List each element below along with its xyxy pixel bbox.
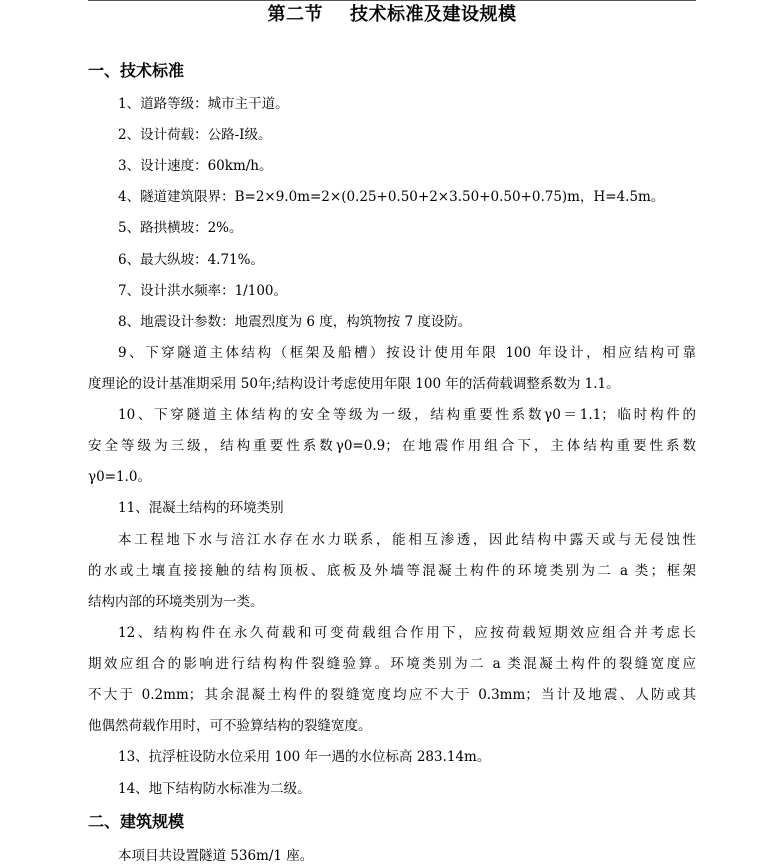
- standard-item-12-line-4: 他偶然荷载作用时，可不验算结构的裂缝宽度。: [88, 718, 372, 734]
- standard-item-12-line-1: 12、结构构件在永久荷载和可变荷载组合作用下，应按荷载短期效应组合并考虑长: [118, 625, 696, 641]
- standard-item-3: 3、设计速度：60km/h。: [118, 158, 273, 174]
- standard-item-5: 5、路拱横坡：2%。: [118, 220, 243, 236]
- standard-item-10-line-2: 安全等级为三级，结构重要性系数γ0=0.9；在地震作用组合下，主体结构重要性系数: [88, 438, 696, 454]
- standard-item-1: 1、道路等级：城市主干道。: [118, 96, 289, 112]
- standard-item-4: 4、隧道建筑限界：B=2×9.0m=2×(0.25+0.50+2×3.50+0.50+0.75)m，H=4.5m。: [118, 189, 665, 205]
- item-11-paragraph-line-2: 的水或土壤直接接触的结构顶板、底板及外墙等混凝土构件的环境类别为二 a 类；框架: [88, 563, 696, 579]
- item-11-paragraph-line-3: 结构内部的环境类别为一类。: [88, 594, 264, 610]
- standard-item-11: 11、混凝土结构的环境类别: [118, 500, 284, 516]
- standard-item-10-line-1: 10、下穿隧道主体结构的安全等级为一级，结构重要性系数γ0＝1.1；临时构件的: [118, 407, 696, 423]
- standard-item-8: 8、地震设计参数：地震烈度为 6 度，构筑物按 7 度设防。: [118, 314, 472, 330]
- heading-construction-scale: 二、建筑规模: [88, 812, 185, 831]
- section-title: 第二节 技术标准及建设规模: [267, 4, 517, 25]
- standard-item-7: 7、设计洪水频率：1/100。: [118, 283, 287, 299]
- standard-item-14: 14、地下结构防水标准为二级。: [118, 781, 311, 797]
- item-11-paragraph-line-1: 本工程地下水与涪江水存在水力联系，能相互渗透，因此结构中露天或与无侵蚀性: [118, 532, 696, 548]
- standard-item-9-line-2: 度理论的设计基准期采用 50年;结构设计考虑使用年限 100 年的活荷载调整系数为 1.1。: [88, 376, 620, 392]
- standard-item-12-line-3: 不大于 0.2mm；其余混凝土构件的裂缝宽度均应不大于 0.3mm；当计及地震、人防或其: [88, 687, 696, 703]
- standard-item-13: 13、抗浮桩设防水位采用 100 年一遇的水位标高 283.14m。: [118, 749, 491, 765]
- top-rule: [88, 0, 696, 1]
- standard-item-10-line-3: γ0=1.0。: [88, 469, 151, 485]
- standard-item-6: 6、最大纵坡：4.71%。: [118, 252, 264, 268]
- construction-scale-text: 本项目共设置隧道 536m/1 座。: [118, 848, 314, 864]
- standard-item-2: 2、设计荷载：公路-Ⅰ级。: [118, 127, 272, 143]
- heading-technical-standards: 一、技术标准: [88, 61, 185, 80]
- standard-item-12-line-2: 期效应组合的影响进行结构构件裂缝验算。环境类别为二 a 类混凝土构件的裂缝宽度应: [88, 656, 696, 672]
- standard-item-9-line-1: 9、下穿隧道主体结构（框架及船槽）按设计使用年限 100 年设计，相应结构可靠: [118, 345, 696, 361]
